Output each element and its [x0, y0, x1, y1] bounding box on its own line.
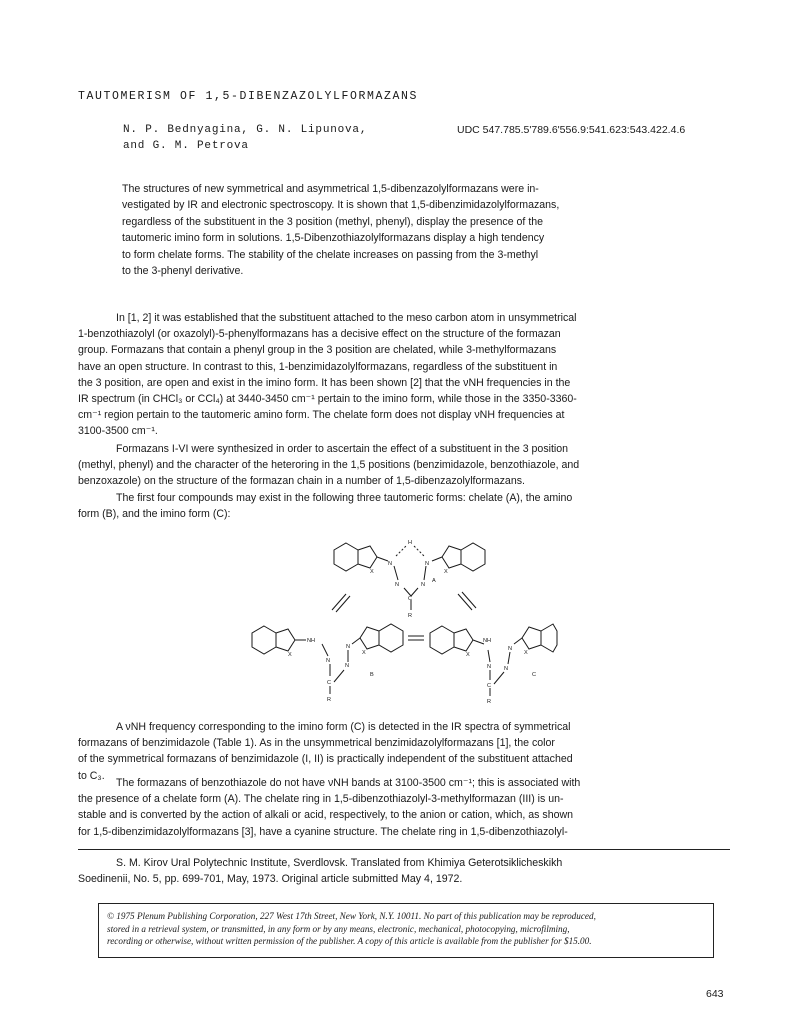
azole-ring — [522, 627, 541, 649]
text-line: the 3 position, are open and exist in the imino form. It has been shown [2] that the νNH frequencies in the — [78, 376, 571, 389]
atom-label: N — [421, 582, 426, 588]
footnote-divider — [78, 849, 730, 850]
atom-label: X — [444, 569, 448, 575]
abstract-line: tautomeric imino form in solutions. 1,5-Dibenzothiazolylformazans display a high tendency — [122, 232, 545, 245]
benzene-ring — [252, 626, 276, 654]
equilibrium-arrow — [458, 594, 472, 610]
text-line: 1-benzothiazolyl (or oxazolyl)-5-phenylformazans has a decisive effect on the structure of the formazan — [78, 328, 561, 341]
bond — [514, 638, 522, 644]
text-line: In [1, 2] it was established that the substituent attached to the meso carbon atom in unsymmetrical — [116, 312, 577, 324]
bond — [322, 644, 328, 656]
atom-label: R — [327, 697, 332, 703]
text-line: (methyl, phenyl) and the character of the heteroring in the 1,5 positions (benzimidazole, benzothiazole, and — [78, 459, 580, 472]
bond — [432, 557, 442, 561]
abstract-line: vestigated by IR and electronic spectroscopy. It is shown that 1,5-dibenzimidazolylformazans, — [122, 199, 560, 212]
atom-label: N — [345, 663, 350, 669]
atom-label: N — [487, 664, 492, 670]
copyright-line: stored in a retrieval system, or transmitted, in any form or by any means, electronic, mechanical, photocopying, microfilming, — [107, 923, 570, 934]
benzene-ring — [461, 543, 485, 571]
paragraph-3 — [78, 490, 730, 522]
text-line: of the symmetrical formazans of benzimidazole (I, II) is practically independent of the substituent attached — [78, 753, 573, 766]
bond — [494, 672, 504, 684]
atom-label: X — [466, 652, 470, 658]
text-line: the presence of a chelate form (A). The chelate ring in 1,5-dibenzothiazolyl-3-methylformazan (III) is un- — [78, 793, 564, 806]
affiliation-footnote — [78, 855, 730, 887]
hydrogen-bond — [414, 546, 424, 556]
structure-label: B — [370, 672, 374, 678]
structure-label: A — [432, 578, 436, 584]
atom-label: R — [408, 613, 413, 619]
atom-label: C — [487, 683, 492, 689]
structure-c — [430, 624, 557, 696]
atom-label: NH — [483, 638, 492, 644]
authors-line-1: N. P. Bednyagina, G. N. Lipunova, — [123, 124, 368, 136]
text-line: 3100-3500 cm⁻¹. — [78, 425, 158, 438]
text-line: The formazans of benzothiazole do not have νNH bands at 3100-3500 cm⁻¹; this is associated with — [116, 777, 581, 789]
benzene-ring — [379, 624, 403, 652]
benzene-ring — [541, 624, 557, 652]
paragraph-1 — [78, 310, 730, 440]
copyright-line: recording or otherwise, without written permission of the publisher. A copy of this article is available from the publisher for $15.00. — [107, 936, 592, 947]
atom-label: C — [408, 596, 413, 602]
atom-label: N — [346, 644, 351, 650]
copyright-line: © 1975 Plenum Publishing Corporation, 227 West 17th Street, New York, N.Y. 10011. No part of this publication may be reproduced, — [107, 911, 596, 921]
text-line: group. Formazans that contain a phenyl group in the 3 position are chelated, while 3-methylformazans — [78, 344, 557, 357]
azole-ring — [442, 546, 461, 568]
bond — [488, 650, 490, 662]
abstract-line: The structures of new symmetrical and asymmetrical 1,5-dibenzazolylformazans were in- — [122, 183, 539, 195]
bond — [411, 588, 418, 596]
authors — [123, 122, 367, 154]
text-line: IR spectrum (in CHCl₃ or CCl₄) at 3440-3450 cm⁻¹ pertain to the imino form, while those in the 3350-3360- — [78, 393, 577, 406]
atom-label: NH — [307, 638, 316, 644]
equilibrium-arrow — [462, 592, 476, 608]
benzene-ring — [430, 626, 454, 654]
text-line: have an open structure. In contrast to this, 1-benzimidazolylformazans, regardless of the substituent in — [78, 360, 558, 373]
text-line: cm⁻¹ region pertain to the tautomeric amino form. The chelate form does not display νNH frequencies at — [78, 409, 565, 422]
paragraph-5 — [78, 775, 730, 840]
text-line: benzoxazole) on the structure of the formazan chain in a number of 1,5-dibenzazolylformazans. — [78, 475, 525, 488]
text-line: Soedinenii, No. 5, pp. 699-701, May, 1973. Original article submitted May 4, 1972. — [78, 873, 463, 886]
atom-label: X — [288, 652, 292, 658]
text-line: for 1,5-dibenzimidazolylformazans [3], have a cyanine structure. The chelate ring in 1,5-dibenzothiazolyl- — [78, 825, 568, 838]
text-line: to C₃. — [78, 769, 105, 782]
abstract-line: to form chelate forms. The stability of the chelate increases on passing from the 3-methyl — [122, 248, 539, 261]
atom-label: R — [487, 699, 492, 705]
bond — [377, 557, 388, 561]
equilibrium-arrow — [332, 594, 346, 610]
atom-label: N — [326, 658, 331, 664]
atom-label: N — [504, 666, 509, 672]
text-line: formazans of benzimidazole (Table 1). As in the unsymmetrical benzimidazolylformazans [1], the color — [78, 737, 555, 750]
text-line: stable and is converted by the action of alkali or acid, respectively, to the anion or cation, which, as shown — [78, 809, 574, 822]
udc-code: UDC 547.785.5'789.6'556.9:541.623:543.422.4.6 — [457, 124, 686, 136]
atom-label: X — [524, 650, 528, 656]
azole-ring — [276, 629, 295, 651]
benzene-ring — [334, 543, 358, 571]
structure-label: C — [532, 672, 537, 678]
atom-label: X — [370, 569, 374, 575]
text-line: The first four compounds may exist in the following three tautomeric forms: chelate (A), the amino — [116, 492, 573, 504]
bond — [394, 566, 398, 580]
atom-label: N — [395, 582, 400, 588]
atom-label: N — [425, 561, 430, 567]
azole-ring — [454, 629, 473, 651]
text-line: Formazans I-VI were synthesized in order to ascertain the effect of a substituent in the 3 position — [116, 443, 569, 455]
hydrogen-bond — [396, 546, 406, 556]
bond — [334, 670, 344, 682]
bond — [508, 652, 510, 664]
text-line: form (B), and the imino form (C): — [78, 508, 231, 521]
abstract — [122, 181, 692, 279]
atom-label: X — [362, 650, 366, 656]
equilibrium-arrow — [336, 596, 350, 612]
atom-label: H — [408, 540, 413, 546]
bond — [404, 588, 411, 596]
page-number: 643 — [706, 988, 724, 1000]
authors-line-2: and G. M. Petrova — [123, 140, 249, 152]
atom-label: N — [388, 561, 393, 567]
atom-label: N — [508, 646, 513, 652]
text-line: A νNH frequency corresponding to the imino form (C) is detected in the IR spectra of symmetrical — [116, 721, 571, 733]
paragraph-2 — [78, 441, 730, 490]
bond — [352, 638, 360, 644]
bond — [424, 566, 426, 580]
tautomer-structures-diagram — [236, 534, 558, 708]
abstract-line: regardless of the substituent in the 3 position (methyl, phenyl), display the presence of the — [122, 215, 544, 228]
copyright-box — [98, 903, 714, 958]
azole-ring — [358, 546, 377, 568]
atom-label: C — [327, 680, 332, 686]
paper-title: TAUTOMERISM OF 1,5-DIBENZAZOLYLFORMAZANS — [78, 90, 419, 103]
abstract-line: to the 3-phenyl derivative. — [122, 265, 244, 278]
azole-ring — [360, 627, 379, 649]
text-line: S. M. Kirov Ural Polytechnic Institute, Sverdlovsk. Translated from Khimiya Geterotsiklicheskikh — [116, 857, 563, 869]
